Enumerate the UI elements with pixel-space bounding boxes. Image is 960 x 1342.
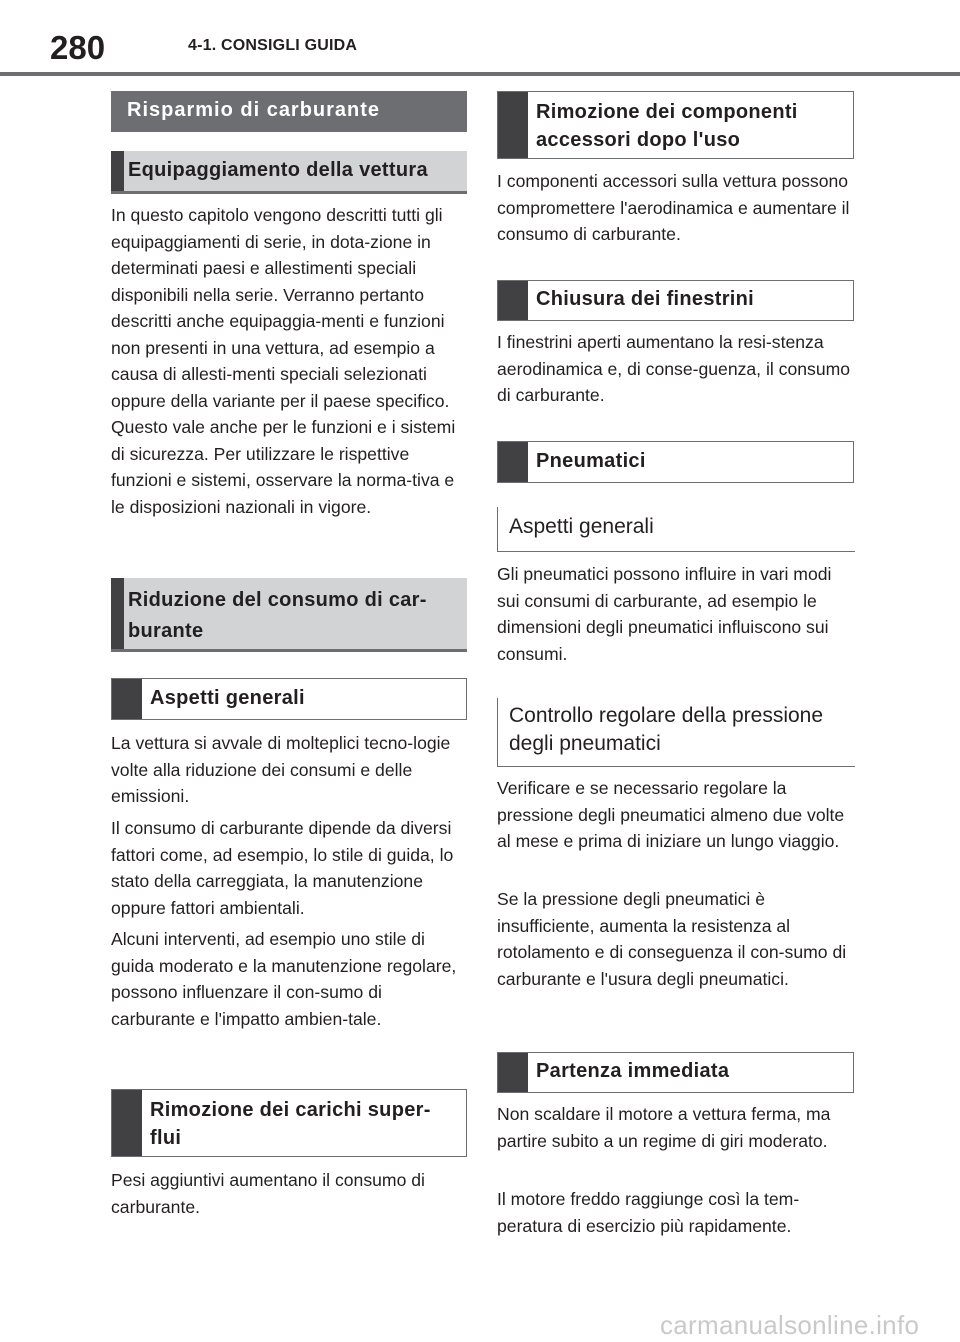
paragraph-windows: I finestrini aperti aumentano la resi-stenza aerodinamica e, di conse-guenza, il consumo di carburante. (497, 332, 851, 405)
subheading-tyres-general-text: Aspetti generali (509, 515, 654, 538)
subheading-pressure-text: Controllo regolare della pressione degli pneumatici (509, 704, 824, 755)
heading-reduction-text: Riduzione del consumo di car-burante (128, 589, 427, 642)
paragraph-general-1: La vettura si avvale di molteplici tecno-logie volte alla riduzione dei consumi e delle emissioni. (111, 733, 451, 806)
heading-windows (497, 280, 854, 321)
paragraph-general-3: Alcuni interventi, ad esempio uno stile di guida moderato e la manutenzione regolare, possono influenzare il con-sumo di carburante e l'impatto ambien-tale. (111, 929, 457, 1029)
heading-tyres-text: Pneumatici (536, 450, 646, 472)
paragraph-general-2: Il consumo di carburante dipende da diversi fattori come, ad esempio, lo stile di guida, lo stato della carreggiata, la manutenzione oppure fattori ambientali. (111, 818, 454, 918)
watermark: carmanualsonline.info (660, 1310, 920, 1340)
paragraph-tyres-general: Gli pneumatici possono influire in vari modi sui consumi di carburante, ad esempio le dimensioni degli pneumatici influiscono sui consumi. (497, 564, 832, 664)
page-header (0, 0, 960, 78)
paragraph-pressure-2: Se la pressione degli pneumatici è insufficiente, aumenta la resistenza al rotolamento e di conseguenza il con-sumo di carburante e l'usura degli pneumatici. (497, 889, 847, 989)
heading-equipment (111, 151, 467, 194)
heading-equipment-text: Equipaggiamento della vettura (128, 159, 428, 181)
page-number: 280 (50, 29, 106, 66)
heading-windows-text: Chiusura dei finestrini (536, 288, 755, 310)
heading-loads-text: Rimozione dei carichi super-flui (150, 1099, 431, 1149)
section-title: Risparmio di carburante (111, 91, 467, 132)
heading-start (497, 1052, 854, 1093)
heading-tyres (497, 441, 854, 483)
heading-start-text: Partenza immediata (536, 1060, 730, 1082)
heading-reduction (111, 578, 467, 652)
paragraph-accessories: I componenti accessori sulla vettura possono compromettere l'aerodinamica e aumentare il consumo di carburante. (497, 171, 850, 244)
heading-accessories (497, 91, 854, 159)
chapter-title: 4-1. CONSIGLI GUIDA (188, 37, 358, 54)
heading-general (111, 678, 467, 720)
heading-general-text: Aspetti generali (150, 687, 305, 709)
header-rule (0, 72, 960, 76)
heading-accessories-text: Rimozione dei componenti accessori dopo l'uso (536, 101, 798, 151)
paragraph-equipment: In questo capitolo vengono descritti tutti gli equipaggiamenti di serie, in dota-zione in determinati paesi e allestimenti speciali disponibili nella serie. Verranno pertanto descritti anche equipaggia-menti e funzioni non presenti in una vettura, ad esempio a causa di allesti-menti speciali selezionati oppure della variante per il paese specifico. Questo vale anche per le funzioni e i sistemi di sicurezza. Per utilizzare le rispettive funzioni e sistemi, osservare la norma-tiva e le disposizioni nazionali in vigore. (111, 205, 456, 517)
subheading-tyres-general (497, 507, 854, 552)
paragraph-start-1: Non scaldare il motore a vettura ferma, ma partire subito a un regime di giri moderato. (497, 1104, 831, 1151)
heading-loads (111, 1089, 467, 1157)
paragraph-loads: Pesi aggiuntivi aumentano il consumo di carburante. (111, 1170, 425, 1217)
paragraph-start-2: Il motore freddo raggiunge così la tem-peratura di esercizio più rapidamente. (497, 1189, 800, 1236)
subheading-pressure (497, 698, 854, 767)
paragraph-pressure-1: Verificare e se necessario regolare la pressione degli pneumatici almeno due volte al mese e prima di iniziare un lungo viaggio. (497, 778, 845, 851)
